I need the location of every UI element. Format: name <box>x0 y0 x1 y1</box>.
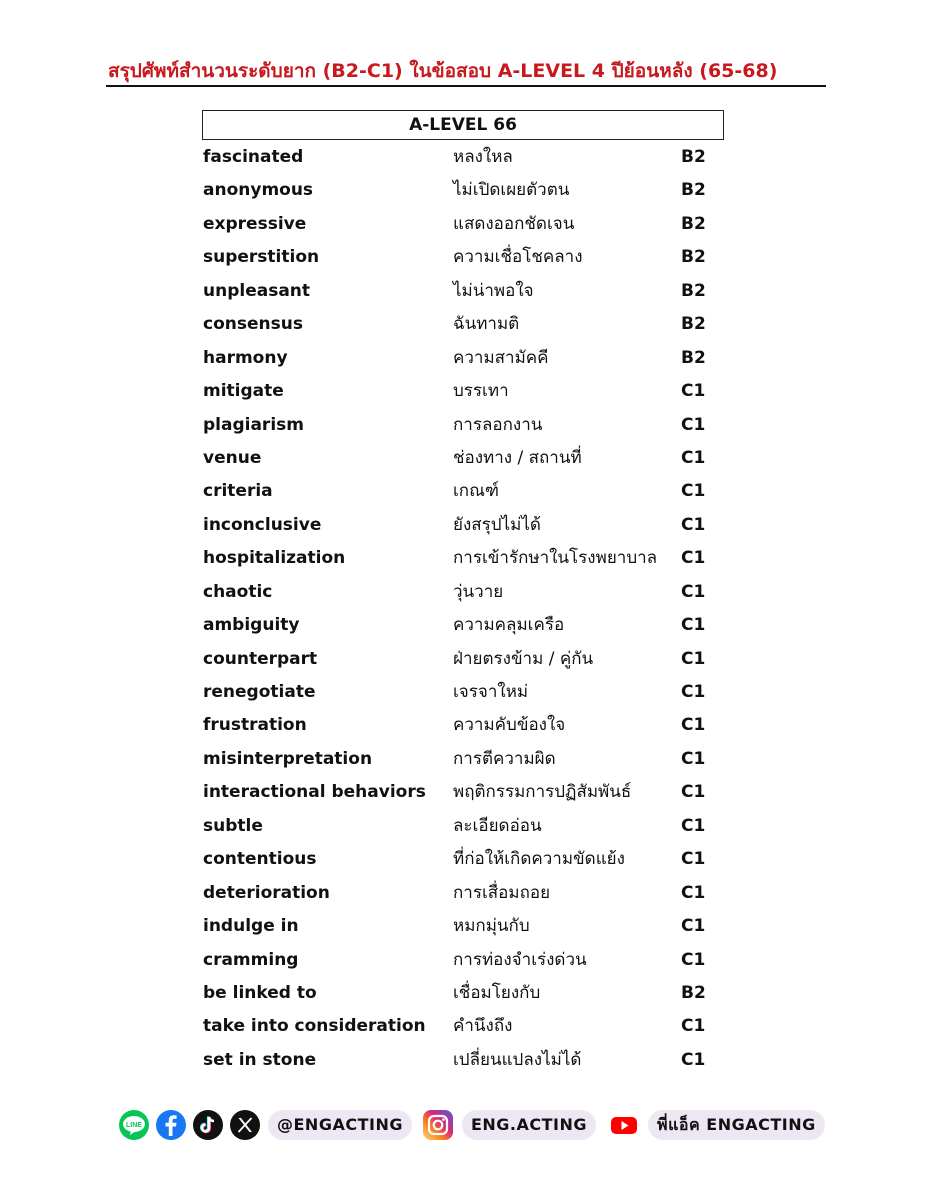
vocab-level: C1 <box>681 648 706 669</box>
vocab-word: contentious <box>203 849 317 870</box>
vocab-meaning: เจรจาใหม่ <box>453 682 529 702</box>
title-divider <box>106 85 826 87</box>
vocab-meaning: บรรเทา <box>453 381 509 402</box>
vocab-row <box>203 174 723 207</box>
vocab-word: deterioration <box>203 882 330 903</box>
handle-youtube[interactable]: พี่แอ็ค ENGACTING <box>648 1110 825 1140</box>
vocab-word: counterpart <box>203 648 318 669</box>
vocab-row <box>203 609 723 642</box>
vocab-level: C1 <box>681 748 706 769</box>
instagram-icon[interactable] <box>422 1109 454 1141</box>
vocab-level: B2 <box>681 347 706 368</box>
vocab-row <box>203 843 723 876</box>
vocab-level: C1 <box>681 916 706 937</box>
page-title: สรุปศัพท์สำนวนระดับยาก (B2-C1) ในข้อสอบ A-LEVEL 4 ปีย้อนหลัง (65-68) <box>108 60 778 82</box>
vocab-meaning: หลงใหล <box>453 147 513 167</box>
facebook-icon[interactable] <box>155 1109 187 1141</box>
vocab-word: subtle <box>203 815 263 836</box>
vocab-meaning: ไม่น่าพอใจ <box>453 280 534 301</box>
vocab-meaning: พฤติกรรมการปฏิสัมพันธ์ <box>453 782 632 803</box>
vocab-level: C1 <box>681 949 706 970</box>
vocab-meaning: คำนึงถึง <box>453 1016 513 1037</box>
vocab-meaning: ความคับข้องใจ <box>453 715 566 736</box>
vocab-level: C1 <box>681 481 706 502</box>
handle-main[interactable]: @ENGACTING <box>268 1110 412 1140</box>
youtube-icon[interactable] <box>608 1109 640 1141</box>
vocab-word: hospitalization <box>203 548 346 569</box>
vocab-level: C1 <box>681 815 706 836</box>
vocab-row <box>203 643 723 676</box>
vocab-word: interactional behaviors <box>203 782 426 803</box>
vocab-row <box>203 442 723 475</box>
vocab-meaning: เชื่อมโยงกับ <box>453 982 541 1003</box>
vocab-level: C1 <box>681 615 706 636</box>
vocab-word: unpleasant <box>203 280 311 301</box>
vocab-row <box>203 709 723 742</box>
vocab-row <box>203 509 723 542</box>
vocab-row <box>203 475 723 508</box>
vocab-word: anonymous <box>203 180 314 201</box>
vocab-meaning: ความสามัคคี <box>453 347 549 368</box>
vocab-word: renegotiate <box>203 682 316 702</box>
vocab-row <box>203 409 723 442</box>
vocab-level: C1 <box>681 1049 706 1070</box>
vocab-word: mitigate <box>203 381 284 402</box>
vocab-level: C1 <box>681 514 706 535</box>
vocab-list <box>203 141 723 1077</box>
x-icon[interactable] <box>229 1109 261 1141</box>
vocab-meaning: ฝ่ายตรงข้าม / คู่กัน <box>453 648 594 669</box>
vocab-level: C1 <box>681 1016 706 1037</box>
vocab-row <box>203 1044 723 1077</box>
vocab-word: criteria <box>203 481 273 502</box>
vocab-meaning: การท่องจำเร่งด่วน <box>453 949 587 970</box>
line-icon[interactable] <box>118 1109 150 1141</box>
vocab-level: C1 <box>681 682 706 702</box>
vocab-word: venue <box>203 447 262 468</box>
vocab-meaning: การเสื่อมถอย <box>453 882 551 903</box>
vocab-word: consensus <box>203 314 303 335</box>
vocab-word: plagiarism <box>203 414 304 435</box>
vocab-meaning: แสดงออกชัดเจน <box>453 213 575 234</box>
vocab-meaning: ที่ก่อให้เกิดความขัดแย้ง <box>453 849 625 870</box>
vocab-row <box>203 275 723 308</box>
vocab-word: be linked to <box>203 982 317 1003</box>
vocab-word: superstition <box>203 247 320 268</box>
vocab-row <box>203 542 723 575</box>
line-icon-label: LINE <box>126 1122 142 1129</box>
vocab-meaning: การเข้ารักษาในโรงพยาบาล <box>453 548 658 569</box>
vocab-word: set in stone <box>203 1049 317 1070</box>
vocab-row <box>203 676 723 709</box>
vocab-word: misinterpretation <box>203 748 373 769</box>
vocab-level: B2 <box>681 180 706 201</box>
vocab-row <box>203 208 723 241</box>
vocab-row <box>203 944 723 977</box>
vocab-row <box>203 576 723 609</box>
vocab-word: take into consideration <box>203 1016 426 1037</box>
vocab-level: B2 <box>681 147 706 167</box>
vocab-meaning: การลอกงาน <box>453 414 543 435</box>
vocab-row <box>203 308 723 341</box>
vocab-row <box>203 910 723 943</box>
vocab-word: harmony <box>203 347 288 368</box>
vocab-level: C1 <box>681 782 706 803</box>
tiktok-icon[interactable] <box>192 1109 224 1141</box>
vocab-meaning: หมกมุ่นกับ <box>453 916 530 937</box>
vocab-level: C1 <box>681 581 706 602</box>
vocab-meaning: ละเอียดอ่อน <box>453 815 542 836</box>
vocab-row <box>203 1010 723 1043</box>
vocab-row <box>203 776 723 809</box>
vocab-word: expressive <box>203 213 307 234</box>
vocab-meaning: เปลี่ยนแปลงไม่ได้ <box>453 1049 582 1070</box>
vocab-level: B2 <box>681 247 706 268</box>
vocab-row <box>203 342 723 375</box>
vocab-meaning: ฉันทามติ <box>453 314 520 335</box>
vocab-meaning: เกณฑ์ <box>453 481 499 502</box>
vocab-meaning: ความคลุมเครือ <box>453 615 565 636</box>
vocab-row <box>203 141 723 174</box>
vocab-level: C1 <box>681 882 706 903</box>
vocab-level: C1 <box>681 715 706 736</box>
vocab-level: B2 <box>681 213 706 234</box>
vocab-meaning: ไม่เปิดเผยตัวตน <box>453 180 570 201</box>
social-footer <box>118 1108 825 1142</box>
vocab-word: fascinated <box>203 147 304 167</box>
vocab-row <box>203 375 723 408</box>
vocab-level: C1 <box>681 414 706 435</box>
vocab-row <box>203 743 723 776</box>
section-heading: A-LEVEL 66 <box>202 110 724 140</box>
vocab-word: chaotic <box>203 581 273 602</box>
vocab-row <box>203 241 723 274</box>
vocab-row <box>203 877 723 910</box>
vocab-level: B2 <box>681 982 706 1003</box>
handle-instagram[interactable]: ENG.ACTING <box>462 1110 596 1140</box>
vocab-level: C1 <box>681 548 706 569</box>
vocab-meaning: ความเชื่อโชคลาง <box>453 247 583 268</box>
vocab-meaning: ยังสรุปไม่ได้ <box>453 514 541 535</box>
vocab-level: B2 <box>681 280 706 301</box>
vocab-row <box>203 977 723 1010</box>
vocab-word: frustration <box>203 715 307 736</box>
vocab-meaning: การตีความผิด <box>453 748 556 769</box>
vocab-level: C1 <box>681 381 706 402</box>
vocab-word: cramming <box>203 949 299 970</box>
vocab-word: indulge in <box>203 916 299 937</box>
vocab-word: inconclusive <box>203 514 322 535</box>
vocab-level: C1 <box>681 447 706 468</box>
vocab-meaning: ช่องทาง / สถานที่ <box>453 447 582 468</box>
vocab-row <box>203 810 723 843</box>
vocab-word: ambiguity <box>203 615 300 636</box>
vocab-level: C1 <box>681 849 706 870</box>
vocab-level: B2 <box>681 314 706 335</box>
vocab-meaning: วุ่นวาย <box>453 581 504 602</box>
